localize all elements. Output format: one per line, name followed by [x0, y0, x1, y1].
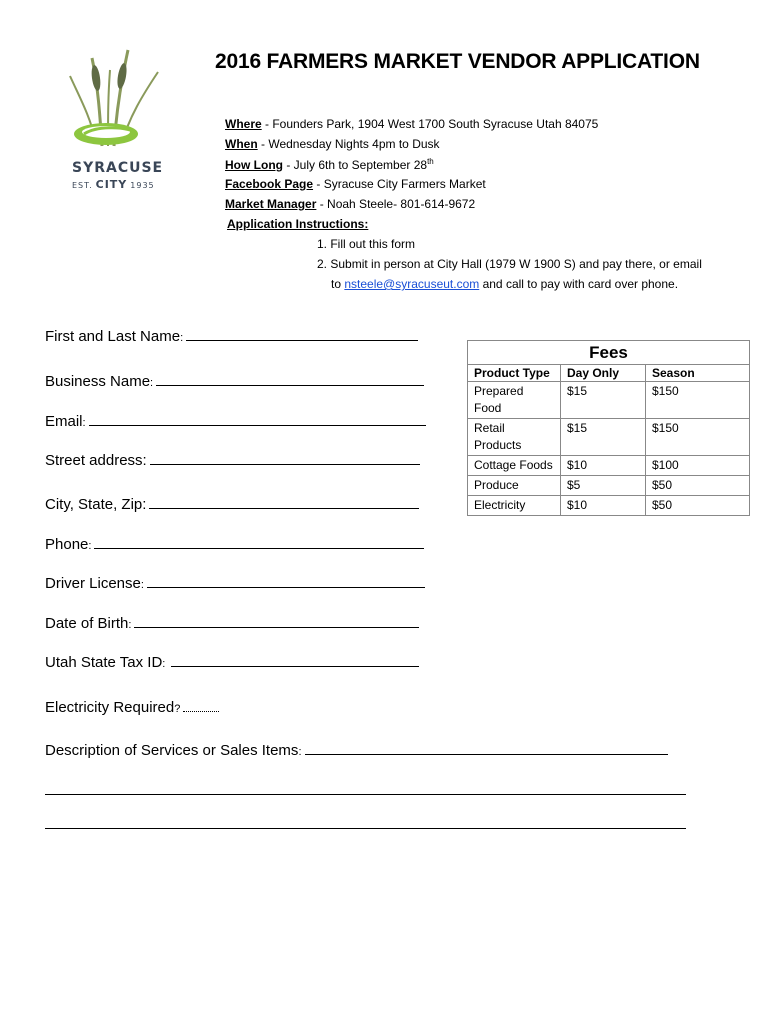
facebook-value: - Syracuse City Farmers Market [313, 177, 486, 191]
field-dob: Date of Birth: [45, 615, 419, 632]
fee-season: $50 [646, 476, 750, 496]
fee-day: $5 [561, 476, 646, 496]
fee-product: Cottage Foods [468, 456, 561, 476]
cattail-icon [62, 46, 174, 158]
field-email-label: Email [45, 413, 83, 430]
table-row [468, 382, 750, 419]
instructions-label: Application Instructions: [227, 217, 369, 231]
syracuse-city-logo [62, 46, 174, 196]
field-license-label: Driver License [45, 575, 141, 592]
field-description: Description of Services or Sales Items: [45, 742, 668, 759]
fee-day: $10 [561, 496, 646, 516]
fee-product: Produce [468, 476, 561, 496]
field-email: Email: [45, 413, 426, 430]
page-title: 2016 FARMERS MARKET VENDOR APPLICATION [215, 50, 700, 73]
fee-product: Retail Products [468, 419, 561, 456]
fees-header: Day Only [561, 365, 646, 382]
field-city [45, 496, 419, 513]
field-tax-label: Utah State Tax ID [45, 654, 163, 671]
field-business-label: Business Name [45, 373, 151, 390]
howlong-value: - July 6th to September 28 [282, 158, 428, 172]
where-value: - Founders Park, 1904 West 1700 South Syracuse Utah 84075 [261, 117, 599, 131]
field-street-line[interactable] [150, 463, 420, 465]
fee-season: $100 [646, 456, 750, 476]
instruction-step-2b [331, 277, 678, 291]
howlong-sup: th [427, 157, 434, 166]
info-instructions [227, 217, 368, 231]
field-dob-label: Date of Birth [45, 615, 129, 632]
logo-name: SYRACUSE [72, 160, 164, 176]
field-electricity-line[interactable] [183, 710, 219, 712]
fee-season: $150 [646, 419, 750, 456]
logo-year: 1935 [130, 181, 155, 190]
field-email-line[interactable] [89, 424, 426, 426]
info-facebook [225, 177, 486, 191]
fees-header: Product Type [468, 365, 561, 382]
info-manager [225, 197, 475, 211]
fee-product: Prepared Food [468, 382, 561, 419]
logo-city: CITY [95, 178, 128, 191]
fee-season: $50 [646, 496, 750, 516]
fee-season: $150 [646, 382, 750, 419]
fees-caption: Fees [468, 341, 750, 365]
step2b-pre: to [331, 277, 345, 291]
description-line-2[interactable] [45, 794, 686, 795]
when-label: When [225, 137, 258, 151]
fees-header-row [468, 365, 750, 382]
field-phone-line[interactable] [94, 547, 424, 549]
info-howlong [225, 157, 434, 172]
field-business-line[interactable] [156, 384, 424, 386]
fee-day: $10 [561, 456, 646, 476]
info-where [225, 117, 598, 131]
field-business: Business Name: [45, 373, 424, 390]
table-row [468, 456, 750, 476]
logo-est: EST. [72, 181, 93, 190]
when-value: - Wednesday Nights 4pm to Dusk [257, 137, 440, 151]
field-description-line[interactable] [305, 753, 668, 755]
step2b-post: and call to pay with card over phone. [479, 277, 679, 291]
fees-header: Season [646, 365, 750, 382]
fee-product: Electricity [468, 496, 561, 516]
manager-label: Market Manager [225, 197, 317, 211]
howlong-label: How Long [225, 158, 283, 172]
field-name-line[interactable] [186, 339, 418, 341]
description-line-3[interactable] [45, 828, 686, 829]
facebook-label: Facebook Page [225, 177, 314, 191]
field-description-label: Description of Services or Sales Items [45, 742, 299, 759]
instruction-step-1: 1. Fill out this form [317, 237, 416, 251]
manager-email-link[interactable]: nsteele@syracuseut.com [344, 277, 480, 291]
instruction-step-2: 2. Submit in person at City Hall (1979 W 1900 S) and pay there, or email [317, 257, 702, 271]
field-phone: Phone: [45, 536, 424, 553]
manager-value: - Noah Steele- 801-614-9672 [316, 197, 476, 211]
field-name: First and Last Name: [45, 328, 418, 345]
table-row [468, 476, 750, 496]
field-street-label: Street address: [45, 452, 147, 469]
field-name-label: First and Last Name [45, 328, 181, 345]
fees-table [467, 340, 750, 516]
field-city-label: City, State, Zip: [45, 496, 147, 513]
field-license-line[interactable] [147, 586, 425, 588]
where-label: Where [225, 117, 262, 131]
table-row [468, 419, 750, 456]
info-when [225, 137, 440, 151]
field-electricity: Electricity Required? [45, 699, 219, 716]
field-city-line[interactable] [149, 507, 419, 509]
field-phone-label: Phone [45, 536, 89, 553]
field-street [45, 452, 420, 469]
field-tax-line[interactable] [171, 665, 419, 667]
field-electricity-label: Electricity Required [45, 699, 175, 716]
fee-day: $15 [561, 419, 646, 456]
fee-day: $15 [561, 382, 646, 419]
field-tax: Utah State Tax ID: [45, 654, 419, 671]
logo-est-line [72, 178, 155, 191]
field-dob-line[interactable] [134, 626, 419, 628]
table-row [468, 496, 750, 516]
field-license: Driver License: [45, 575, 425, 592]
